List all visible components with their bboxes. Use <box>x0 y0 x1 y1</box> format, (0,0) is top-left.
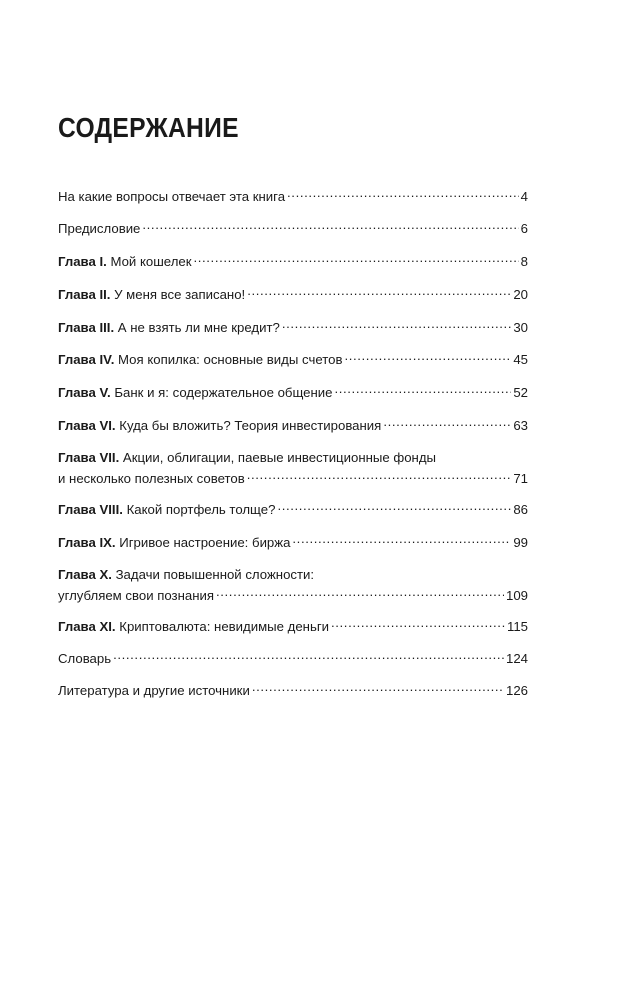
toc-entry[interactable] <box>58 564 528 606</box>
dot-leader <box>194 253 519 266</box>
toc-entry[interactable] <box>58 186 528 207</box>
page-number: 45 <box>513 352 528 367</box>
toc-entry-title: и несколько полезных советов <box>58 471 245 486</box>
toc-entry[interactable] <box>58 284 528 305</box>
chapter-number: Глава III. <box>58 320 115 335</box>
chapter-number: Глава I. <box>58 254 107 269</box>
toc-entry-title: Словарь <box>58 651 112 666</box>
toc-entry[interactable] <box>58 616 528 637</box>
page-number: 124 <box>505 651 528 666</box>
toc-entry-title: На какие вопросы отвечает эта книга <box>58 189 286 204</box>
dot-leader <box>216 587 504 600</box>
chapter-number: Глава IX. <box>58 535 116 550</box>
dot-leader <box>142 220 518 233</box>
toc-entry-title: Глава IV. Моя копилка: основные виды счетов <box>58 352 343 367</box>
dot-leader <box>247 470 512 483</box>
dot-leader <box>282 319 512 332</box>
toc-entry-title: Глава VIII. Какой портфель толще? <box>58 502 276 517</box>
toc-entry[interactable] <box>58 317 528 338</box>
chapter-number: Глава VIII. <box>58 502 123 517</box>
dot-leader <box>331 618 505 631</box>
page-number: 6 <box>520 221 528 236</box>
toc-entry[interactable] <box>58 680 528 701</box>
toc-entry-title: Глава III. А не взять ли мне кредит? <box>58 320 280 335</box>
dot-leader <box>277 501 511 514</box>
table-of-contents <box>58 186 528 701</box>
page-number: 86 <box>513 502 528 517</box>
toc-entry-title: Глава II. У меня все записано! <box>58 287 246 302</box>
dot-leader <box>344 351 511 364</box>
toc-entry-title: углубляем свои познания <box>58 588 215 603</box>
toc-entry[interactable] <box>58 415 528 436</box>
chapter-number: Глава V. <box>58 385 111 400</box>
toc-entry-title: Глава X. Задачи повышенной сложности: <box>58 567 315 582</box>
toc-entry-title: Глава XI. Криптовалюта: невидимые деньги <box>58 619 330 634</box>
dot-leader <box>113 650 504 663</box>
chapter-number: Глава XI. <box>58 619 116 634</box>
page-number: 52 <box>513 385 528 400</box>
dot-leader <box>287 188 519 201</box>
page-title: СОДЕРЖАНИЕ <box>58 112 239 143</box>
page-number: 126 <box>505 683 528 698</box>
page-number: 4 <box>520 189 528 204</box>
chapter-number: Глава X. <box>58 567 112 582</box>
toc-entry[interactable] <box>58 251 528 272</box>
toc-entry[interactable] <box>58 532 528 553</box>
dot-leader <box>383 417 511 430</box>
page-number: 20 <box>513 287 528 302</box>
page-number: 8 <box>520 254 528 269</box>
toc-entry-title: Глава I. Мой кошелек <box>58 254 192 269</box>
page-number: 71 <box>513 471 528 486</box>
toc-entry[interactable] <box>58 648 528 669</box>
dot-leader <box>247 286 511 299</box>
toc-entry-title: Глава V. Банк и я: содержательное общение <box>58 385 333 400</box>
toc-entry[interactable] <box>58 447 528 489</box>
toc-entry[interactable] <box>58 218 528 239</box>
chapter-number: Глава VI. <box>58 418 116 433</box>
page-number: 109 <box>505 588 528 603</box>
toc-entry[interactable] <box>58 499 528 520</box>
page-number: 99 <box>513 535 528 550</box>
toc-entry-title: Глава VI. Куда бы вложить? Теория инвестирования <box>58 418 382 433</box>
page-number: 115 <box>506 619 528 634</box>
dot-leader <box>292 534 511 547</box>
page-number: 63 <box>513 418 528 433</box>
chapter-number: Глава IV. <box>58 352 115 367</box>
dot-leader <box>252 682 504 695</box>
toc-entry-title: Глава VII. Акции, облигации, паевые инвестиционные фонды <box>58 450 436 465</box>
toc-entry-title: Глава IX. Игривое настроение: биржа <box>58 535 291 550</box>
toc-entry-title: Предисловие <box>58 221 141 236</box>
toc-entry[interactable] <box>58 382 528 403</box>
chapter-number: Глава VII. <box>58 450 120 465</box>
toc-entry-title: Литература и другие источники <box>58 683 250 698</box>
dot-leader <box>335 384 512 397</box>
chapter-number: Глава II. <box>58 287 111 302</box>
page-number: 30 <box>513 320 528 335</box>
toc-entry[interactable] <box>58 349 528 370</box>
